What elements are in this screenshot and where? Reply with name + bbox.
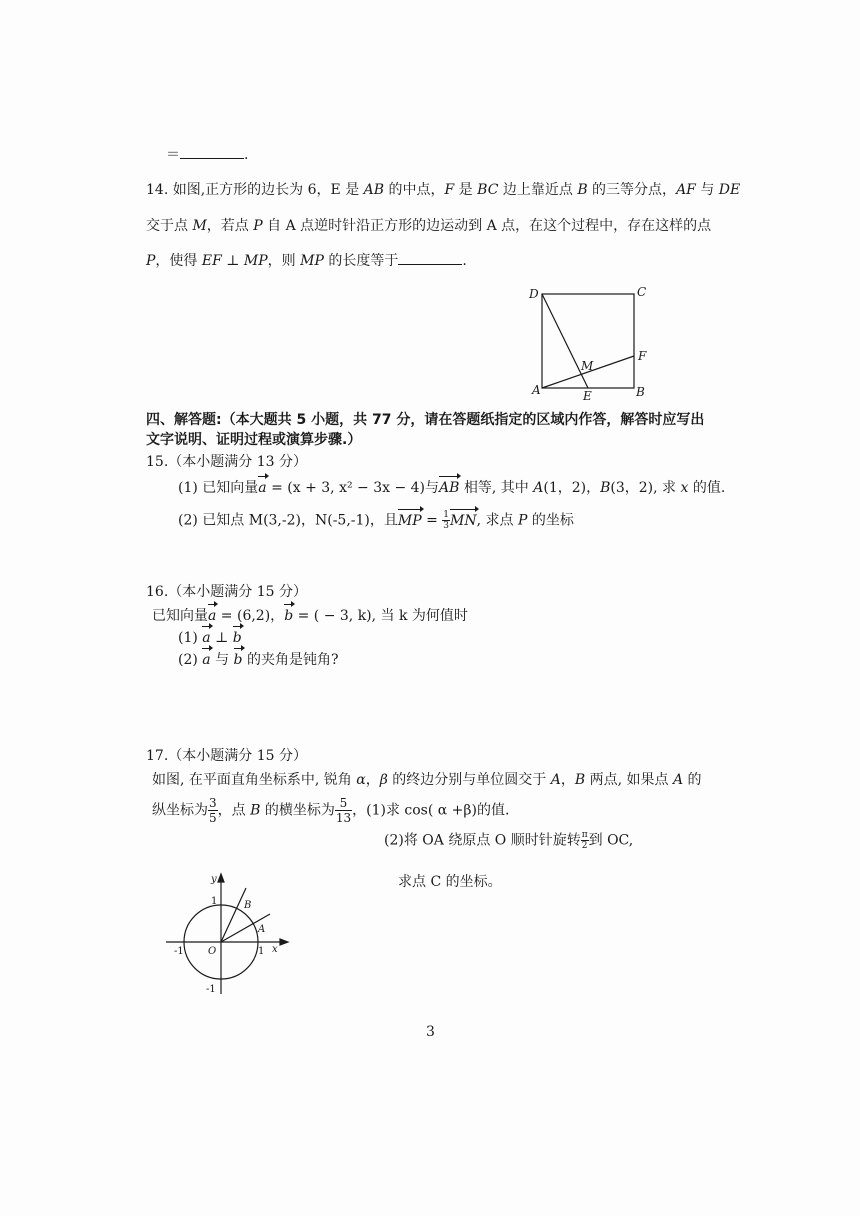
- vector-a: a: [208, 608, 217, 624]
- label-y: y: [211, 874, 217, 885]
- equals-sign: ＝: [166, 147, 180, 163]
- q15-header: 15.（本小题满分 13 分）: [146, 454, 307, 470]
- label-o: O: [208, 946, 217, 957]
- q14-line-2: 交于点 M，若点 P 自 A 点逆时针沿正方形的边运动到 A 点，在这个过程中，存在这样的点: [146, 218, 712, 234]
- q17-line-2: 纵坐标为 $\frac{3}{5}$ ，点 B 的横坐标为 $\frac{5}{13}$ ，(1)求 cos( α +β)的值.: [152, 796, 510, 825]
- label-x: x: [272, 944, 278, 955]
- vector-a: a: [258, 480, 267, 496]
- vector-b: b: [233, 652, 243, 668]
- unit-circle-figure: [160, 870, 300, 1000]
- vector-b: b: [232, 630, 242, 646]
- q15-part-2: (2) 已知点 M(3,-2)，N(-5,-1)，且MP = $\frac{1}{3}$ MN, 求点 P 的坐标: [178, 510, 574, 531]
- answer-blank: [398, 250, 462, 265]
- vector-mp: MP: [397, 512, 422, 529]
- fraction-three-fifths: $\frac{3}{5}$: [209, 796, 217, 825]
- q14-line-1: 14. 如图,正方形的边长为 6，E 是 AB 的中点，F 是 BC 边上靠近点 B 的三等分点，AF 与 DE: [146, 182, 741, 198]
- q14-line-3: P，使得 EF ⊥ MP，则 MP 的长度等于 .: [146, 250, 467, 271]
- label-b: B: [636, 385, 645, 399]
- section-4-heading-line-1: 四、解答题:（本大题共 5 小题，共 77 分，请在答题纸指定的区域内作答，解答时应写出: [146, 412, 705, 428]
- label-a: A: [258, 924, 266, 935]
- label-d: D: [529, 287, 539, 301]
- label-1-y: 1: [211, 896, 218, 907]
- q17-line-1: 如图, 在平面直角坐标系中, 锐角 α，β 的终边分别与单位圆交于 A，B 两点, 如果点 A 的: [152, 772, 702, 788]
- section-4-heading-line-2: 文字说明、证明过程或演算步骤.）: [146, 432, 362, 448]
- answer-blank: [180, 144, 244, 159]
- label-1-x: 1: [258, 946, 265, 957]
- label-f: F: [638, 349, 647, 363]
- label-c: C: [637, 285, 647, 299]
- label-neg1-y: -1: [206, 984, 216, 995]
- fraction-one-third: $\frac{1}{3}$: [443, 510, 450, 531]
- q13-answer-line: ＝ .: [166, 144, 248, 165]
- q17-line-3: (2)将 OA 绕原点 O 顺时针旋转 $\frac{\pi}{2}$ 到 OC,: [384, 830, 634, 851]
- square-figure: [526, 284, 666, 404]
- vector-mn: MN: [450, 512, 477, 529]
- q17-header: 17.（本小题满分 15 分）: [146, 748, 307, 764]
- vector-a: a: [202, 652, 211, 668]
- q16-stem: 已知向量a = (6,2)，b = ( − 3, k), 当 k 为何值时: [152, 608, 468, 624]
- vector-b: b: [284, 608, 294, 624]
- vector-a: a: [202, 630, 211, 646]
- q16-part-1: (1) a ⊥ b: [178, 630, 242, 646]
- ray-ob: [221, 888, 246, 942]
- square-abcd: [542, 294, 634, 388]
- label-neg1-x: -1: [174, 946, 184, 957]
- label-e: E: [583, 389, 592, 403]
- q16-header: 16.（本小题满分 15 分）: [146, 584, 307, 600]
- fraction-five-thirteenths: $\frac{5}{13}$: [335, 796, 352, 825]
- page-number: 3: [426, 1024, 435, 1040]
- q16-part-2: (2) a 与 b 的夹角是钝角?: [178, 652, 339, 668]
- vector-ab: AB: [439, 480, 460, 496]
- label-a: A: [532, 383, 541, 397]
- x-axis-arrow: [280, 939, 288, 945]
- label-m: M: [581, 359, 594, 373]
- q15-part-1: (1) 已知向量a = (x + 3, x² − 3x − 4)与AB 相等, 其中 A(1，2)，B(3，2), 求 x 的值.: [178, 480, 726, 496]
- y-axis-arrow: [218, 874, 224, 882]
- q17-line-4: 求点 C 的坐标。: [398, 874, 502, 890]
- label-b: B: [244, 900, 252, 911]
- fraction-pi-over-2: $\frac{\pi}{2}$: [581, 830, 588, 851]
